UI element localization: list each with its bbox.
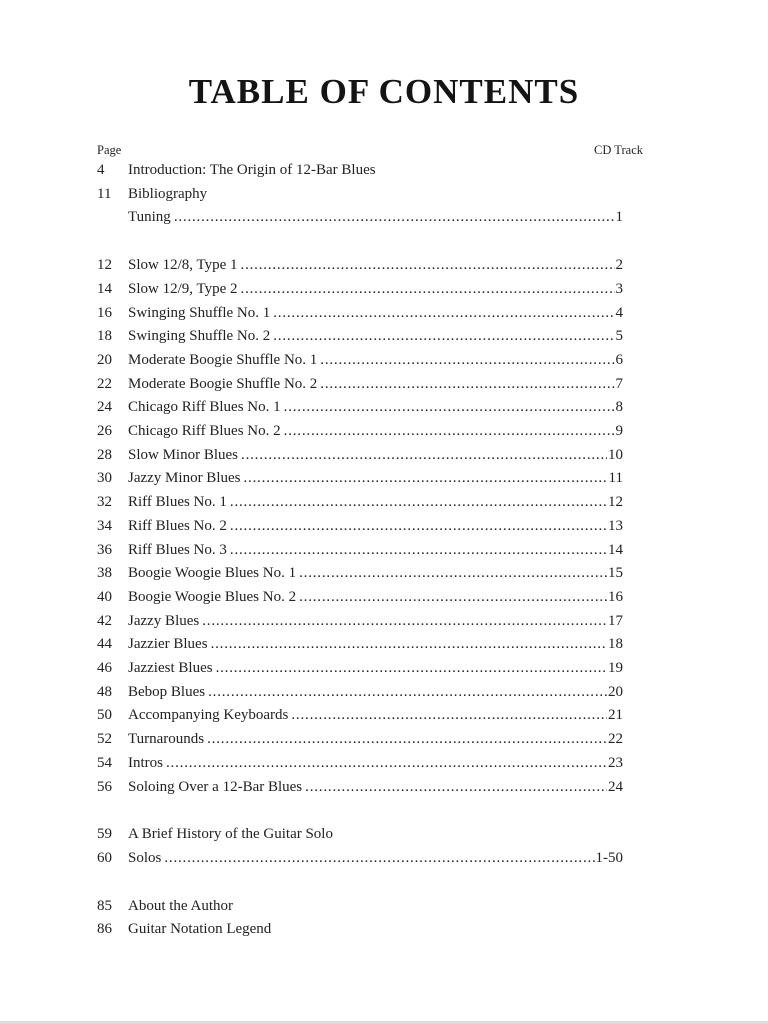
toc-entry — [97, 728, 623, 752]
dot-leader — [171, 206, 615, 230]
entry-cd-track: 6 — [615, 351, 623, 368]
entry-title: Riff Blues No. 1 — [128, 494, 227, 511]
entry-page-number: 54 — [97, 754, 112, 771]
entry-title: About the Author — [128, 897, 233, 914]
entry-cd-track: 9 — [615, 423, 623, 440]
entry-title: Jazzy Blues — [128, 612, 200, 629]
dot-leader — [240, 467, 607, 491]
entry-title: Moderate Boogie Shuffle No. 2 — [128, 375, 318, 392]
entry-title: Accompanying Keyboards — [128, 707, 289, 724]
entry-cd-track: 22 — [608, 731, 623, 748]
entry-cd-track: 3 — [615, 280, 623, 297]
entry-page-number: 60 — [97, 849, 112, 866]
toc-entry — [97, 491, 623, 515]
entry-page-number: 36 — [97, 541, 112, 558]
toc-section — [97, 159, 643, 230]
entry-cd-track: 15 — [608, 565, 623, 582]
entry-cd-track: 13 — [608, 517, 623, 534]
entry-page-number: 20 — [97, 351, 112, 368]
entry-page-number: 38 — [97, 565, 112, 582]
dot-leader — [317, 373, 614, 397]
entry-title: Riff Blues No. 3 — [128, 541, 227, 558]
toc-entry — [97, 823, 623, 847]
entry-title: Soloing Over a 12-Bar Blues — [128, 778, 303, 795]
dot-leader — [288, 704, 607, 728]
dot-leader — [270, 325, 614, 349]
toc-entry — [97, 918, 623, 942]
toc-entry — [97, 420, 623, 444]
entry-cd-track: 12 — [608, 494, 623, 511]
toc-section — [97, 823, 643, 870]
entry-title: Chicago Riff Blues No. 2 — [128, 423, 281, 440]
toc-entry — [97, 467, 623, 491]
entry-page-number: 52 — [97, 731, 112, 748]
entry-title: Solos — [128, 849, 162, 866]
entry-page-number: 40 — [97, 588, 112, 605]
entry-page-number: 28 — [97, 446, 112, 463]
toc-entry — [97, 302, 623, 326]
dot-leader — [199, 610, 607, 634]
toc-entry — [97, 847, 623, 871]
entry-cd-track: 21 — [608, 707, 623, 724]
entry-title: Slow Minor Blues — [128, 446, 239, 463]
entry-title: Turnarounds — [128, 731, 205, 748]
entry-title: Introduction: The Origin of 12-Bar Blues — [128, 162, 376, 178]
entry-page-number: 86 — [97, 921, 112, 938]
entry-page-number: 85 — [97, 897, 112, 914]
entry-cd-track: 14 — [608, 541, 623, 558]
entry-page-number: 42 — [97, 612, 112, 629]
toc-content — [97, 143, 643, 942]
entry-page-number: 50 — [97, 707, 112, 724]
dot-leader — [213, 657, 607, 681]
entry-page-number: 46 — [97, 660, 112, 677]
toc-entry — [97, 278, 623, 302]
entry-title: Jazzy Minor Blues — [128, 470, 241, 487]
page-column-header: Page — [97, 143, 122, 157]
column-headers — [97, 143, 643, 158]
entry-title: Slow 12/9, Type 2 — [128, 280, 238, 297]
toc-entry — [97, 206, 623, 230]
entry-cd-track: 16 — [608, 588, 623, 605]
entry-cd-track: 18 — [608, 636, 623, 653]
entry-page-number: 48 — [97, 683, 112, 700]
dot-leader — [161, 847, 594, 871]
entry-cd-track: 8 — [615, 399, 623, 416]
dot-leader — [204, 728, 607, 752]
entry-page-number: 24 — [97, 399, 112, 416]
entry-cd-track: 20 — [608, 683, 623, 700]
dot-leader — [238, 254, 615, 278]
toc-entry — [97, 752, 623, 776]
entry-cd-track: 23 — [608, 754, 623, 771]
entry-page-number: 18 — [97, 328, 112, 345]
entry-title: Slow 12/8, Type 1 — [128, 257, 238, 274]
dot-leader — [317, 349, 614, 373]
entry-cd-track: 4 — [615, 304, 623, 321]
entry-title: Swinging Shuffle No. 2 — [128, 328, 271, 345]
dot-leader — [296, 562, 607, 586]
entry-title: Swinging Shuffle No. 1 — [128, 304, 271, 321]
toc-entry — [97, 515, 623, 539]
toc-section — [97, 254, 643, 799]
entry-page-number: 44 — [97, 636, 112, 653]
entry-page-number: 22 — [97, 375, 112, 392]
dot-leader — [163, 752, 607, 776]
entry-cd-track: 1-50 — [595, 849, 623, 866]
toc-entry — [97, 562, 623, 586]
dot-leader — [238, 278, 615, 302]
dot-leader — [302, 776, 607, 800]
entry-page-number: 4 — [97, 162, 105, 178]
entry-title: Riff Blues No. 2 — [128, 517, 227, 534]
entry-title: Bibliography — [128, 185, 208, 202]
toc-entry — [97, 681, 623, 705]
entry-page-number: 32 — [97, 494, 112, 511]
dot-leader — [205, 681, 607, 705]
toc-entry — [97, 254, 623, 278]
entry-title: Jazzier Blues — [128, 636, 208, 653]
dot-leader — [270, 302, 614, 326]
entry-page-number: 59 — [97, 826, 112, 843]
entry-page-number: 16 — [97, 304, 112, 321]
cd-track-column-header: CD Track — [594, 143, 643, 157]
dot-leader — [281, 420, 615, 444]
entry-cd-track: 5 — [615, 328, 623, 345]
entry-cd-track: 10 — [608, 446, 623, 463]
dot-leader — [227, 491, 607, 515]
page-title: TABLE OF CONTENTS — [188, 72, 580, 111]
dot-leader — [227, 539, 607, 563]
entry-cd-track: 11 — [608, 470, 623, 487]
toc-entry — [97, 349, 623, 373]
entry-title: Jazziest Blues — [128, 660, 213, 677]
toc-entry — [97, 159, 623, 183]
toc-sections — [97, 159, 643, 942]
entry-title: Moderate Boogie Shuffle No. 1 — [128, 351, 318, 368]
toc-entry — [97, 586, 623, 610]
entry-title: Guitar Notation Legend — [128, 921, 272, 938]
entry-title: A Brief History of the Guitar Solo — [128, 826, 333, 843]
entry-title: Chicago Riff Blues No. 1 — [128, 399, 281, 416]
dot-leader — [238, 444, 607, 468]
dot-leader — [227, 515, 607, 539]
toc-entry — [97, 895, 623, 919]
dot-leader — [208, 633, 607, 657]
entry-title: Boogie Woogie Blues No. 2 — [128, 588, 297, 605]
entry-cd-track: 24 — [608, 778, 623, 795]
toc-entry — [97, 657, 623, 681]
entry-page-number: 34 — [97, 517, 112, 534]
toc-entry — [97, 539, 623, 563]
entry-cd-track: 2 — [615, 257, 623, 274]
entry-title: Bebop Blues — [128, 683, 206, 700]
toc-entry — [97, 396, 623, 420]
entry-title: Intros — [128, 754, 163, 771]
dot-leader — [281, 396, 615, 420]
entry-page-number: 30 — [97, 470, 112, 487]
toc-entry — [97, 776, 623, 800]
toc-entry — [97, 444, 623, 468]
entry-title: Tuning — [128, 209, 171, 226]
entry-cd-track: 7 — [615, 375, 623, 392]
dot-leader — [296, 586, 607, 610]
entry-page-number: 56 — [97, 778, 112, 795]
entry-cd-track: 19 — [608, 660, 623, 677]
entry-title: Boogie Woogie Blues No. 1 — [128, 565, 297, 582]
toc-entry — [97, 610, 623, 634]
toc-entry — [97, 373, 623, 397]
entry-page-number: 12 — [97, 257, 112, 274]
entry-page-number: 26 — [97, 423, 112, 440]
toc-entry — [97, 704, 623, 728]
toc-entry — [97, 325, 623, 349]
toc-section — [97, 895, 643, 942]
entry-cd-track: 1 — [615, 209, 623, 226]
toc-entry — [97, 183, 623, 207]
toc-entry — [97, 633, 623, 657]
entry-page-number: 14 — [97, 280, 112, 297]
entry-page-number: 11 — [97, 185, 112, 202]
entry-cd-track: 17 — [608, 612, 623, 629]
